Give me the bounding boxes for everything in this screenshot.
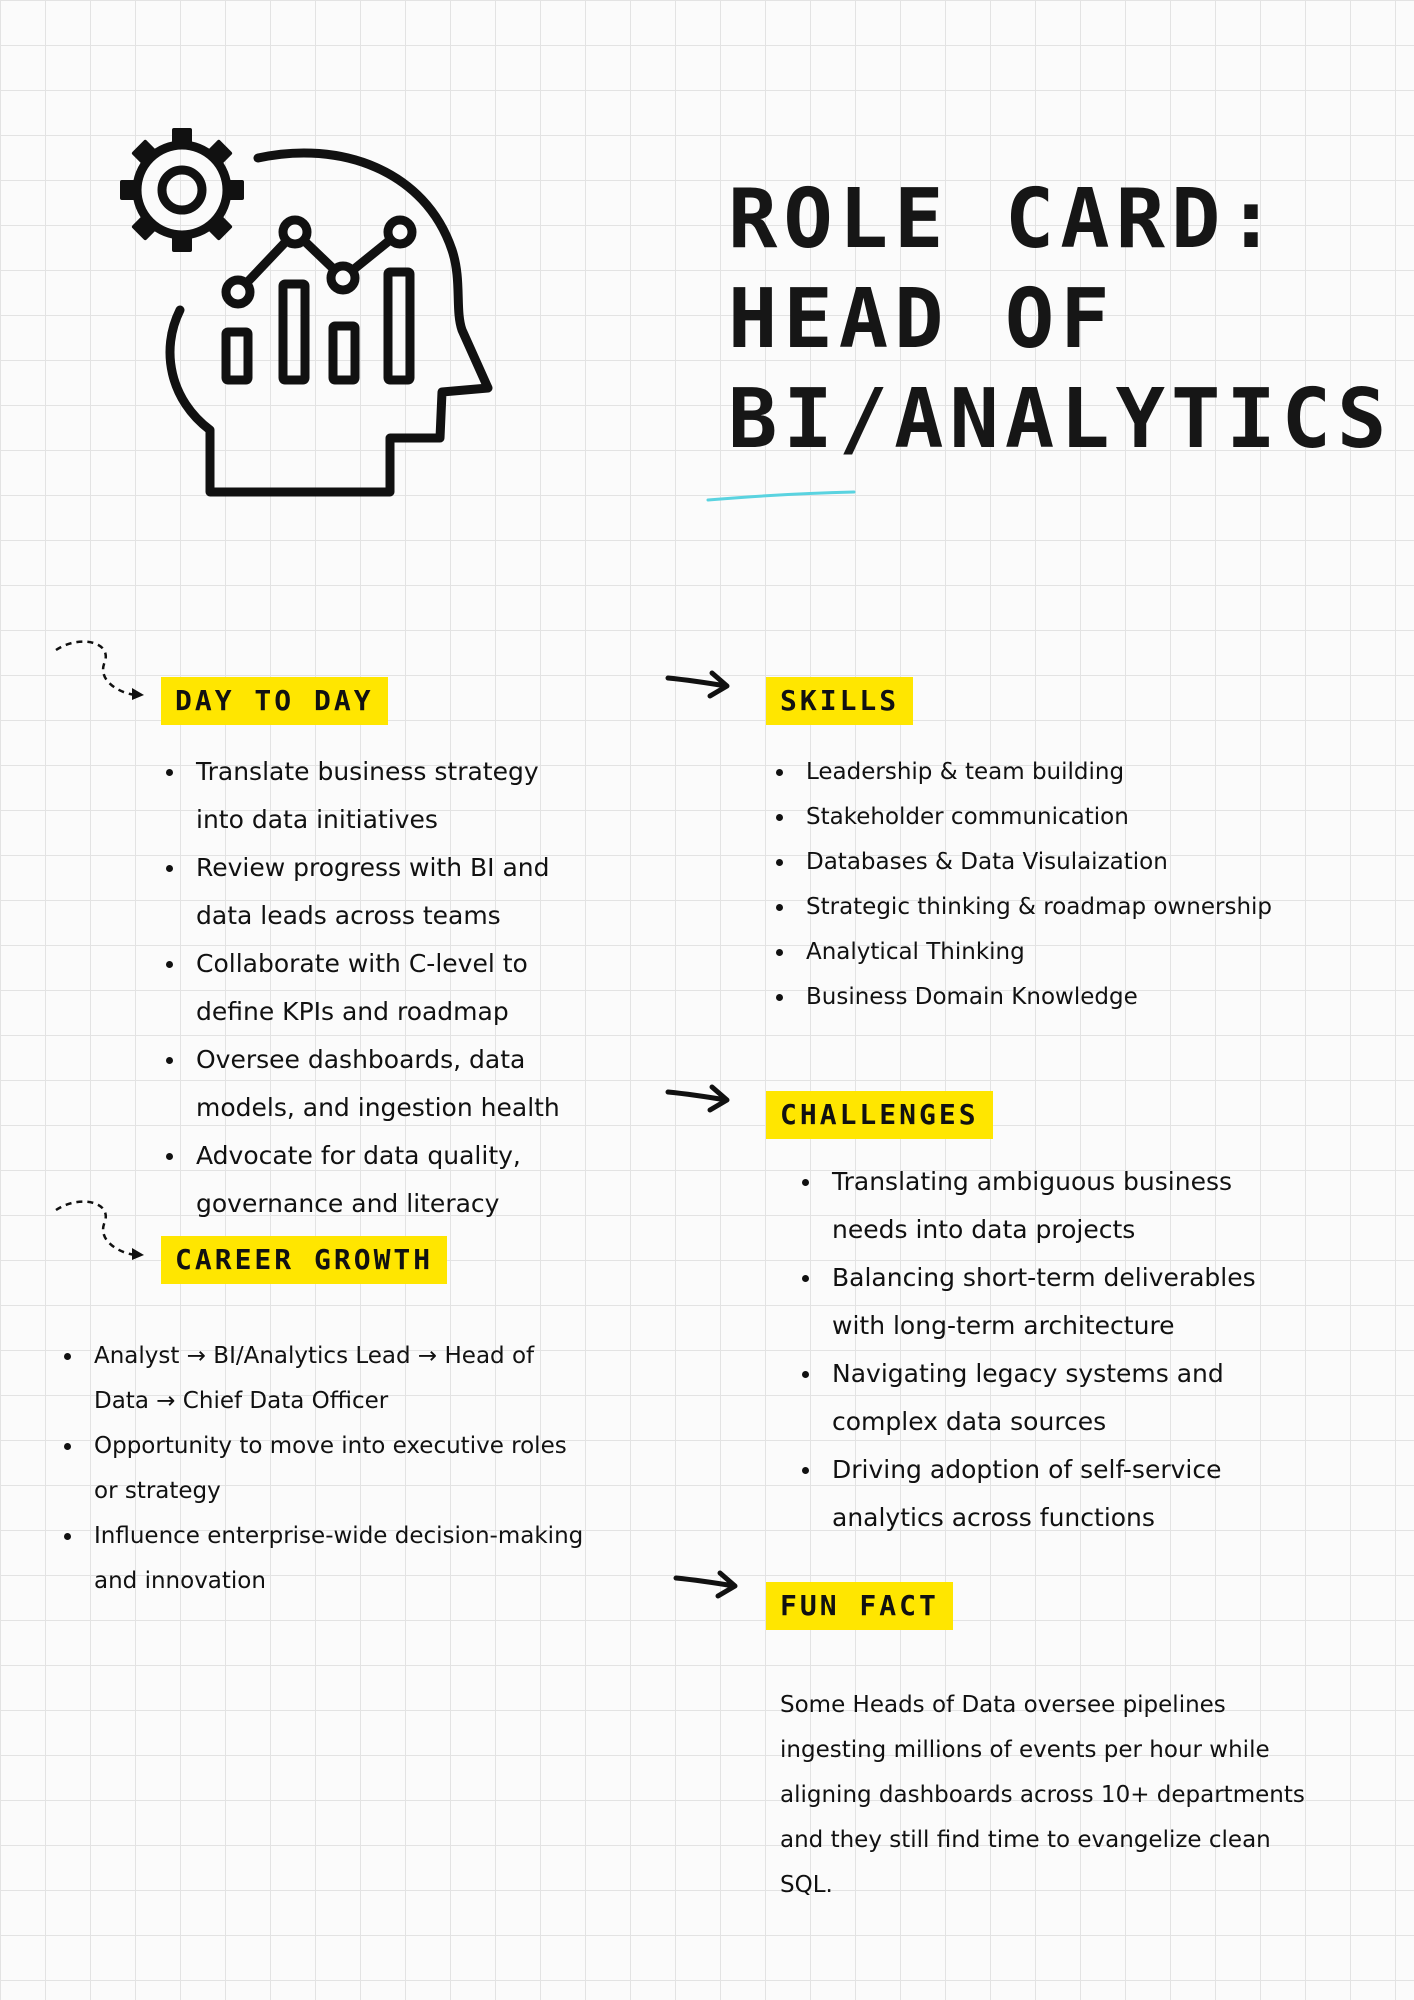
arrow-right-icon bbox=[664, 1082, 734, 1116]
list-item: Driving adoption of self-service analytics across functions bbox=[802, 1446, 1256, 1542]
day-to-day-heading: DAY TO DAY bbox=[161, 677, 388, 725]
list-item: Leadership & team building bbox=[776, 750, 1272, 795]
head-analytics-icon bbox=[90, 100, 510, 510]
title-line-2: HEAD OF bbox=[728, 272, 1116, 367]
career-growth-heading: CAREER GROWTH bbox=[161, 1236, 447, 1284]
dashed-curved-arrow-icon bbox=[52, 1198, 147, 1260]
page-title bbox=[728, 170, 1393, 470]
list-item: Business Domain Knowledge bbox=[776, 975, 1272, 1020]
fun-fact-heading: FUN FACT bbox=[766, 1582, 953, 1630]
arrow-right-icon bbox=[672, 1568, 742, 1602]
list-item: Analyst → BI/Analytics Lead → Head of Data → Chief Data Officer bbox=[64, 1334, 583, 1424]
list-item: Stakeholder communication bbox=[776, 795, 1272, 840]
title-underline bbox=[706, 484, 856, 504]
list-item: Analytical Thinking bbox=[776, 930, 1272, 975]
list-item: Balancing short-term deliverables with long-term architecture bbox=[802, 1254, 1256, 1350]
list-item: Strategic thinking & roadmap ownership bbox=[776, 885, 1272, 930]
skills-list bbox=[776, 750, 1272, 1020]
day-to-day-list bbox=[166, 748, 560, 1228]
list-item: Databases & Data Visulaization bbox=[776, 840, 1272, 885]
arrow-right-icon bbox=[664, 668, 734, 702]
list-item: Influence enterprise-wide decision-making and innovation bbox=[64, 1514, 583, 1604]
challenges-list bbox=[802, 1158, 1256, 1542]
title-line-3: BI/ANALYTICS bbox=[728, 372, 1393, 467]
list-item: Collaborate with C-level to define KPIs and roadmap bbox=[166, 940, 560, 1036]
title-line-1: ROLE CARD: bbox=[728, 172, 1282, 267]
skills-heading: SKILLS bbox=[766, 677, 913, 725]
list-item: Opportunity to move into executive roles or strategy bbox=[64, 1424, 583, 1514]
list-item: Oversee dashboards, data models, and ingestion health bbox=[166, 1036, 560, 1132]
list-item: Navigating legacy systems and complex data sources bbox=[802, 1350, 1256, 1446]
fun-fact-text: Some Heads of Data oversee pipelines ingesting millions of events per hour while aligning dashboards across 10+ departments and they still find time to evangelize clean SQL. bbox=[780, 1692, 1305, 1898]
dashed-curved-arrow-icon bbox=[52, 638, 147, 700]
list-item: Translating ambiguous business needs into data projects bbox=[802, 1158, 1256, 1254]
list-item: Translate business strategy into data initiatives bbox=[166, 748, 560, 844]
list-item: Review progress with BI and data leads across teams bbox=[166, 844, 560, 940]
challenges-heading: CHALLENGES bbox=[766, 1091, 993, 1139]
list-item: Advocate for data quality, governance and literacy bbox=[166, 1132, 560, 1228]
career-growth-list bbox=[64, 1334, 583, 1604]
